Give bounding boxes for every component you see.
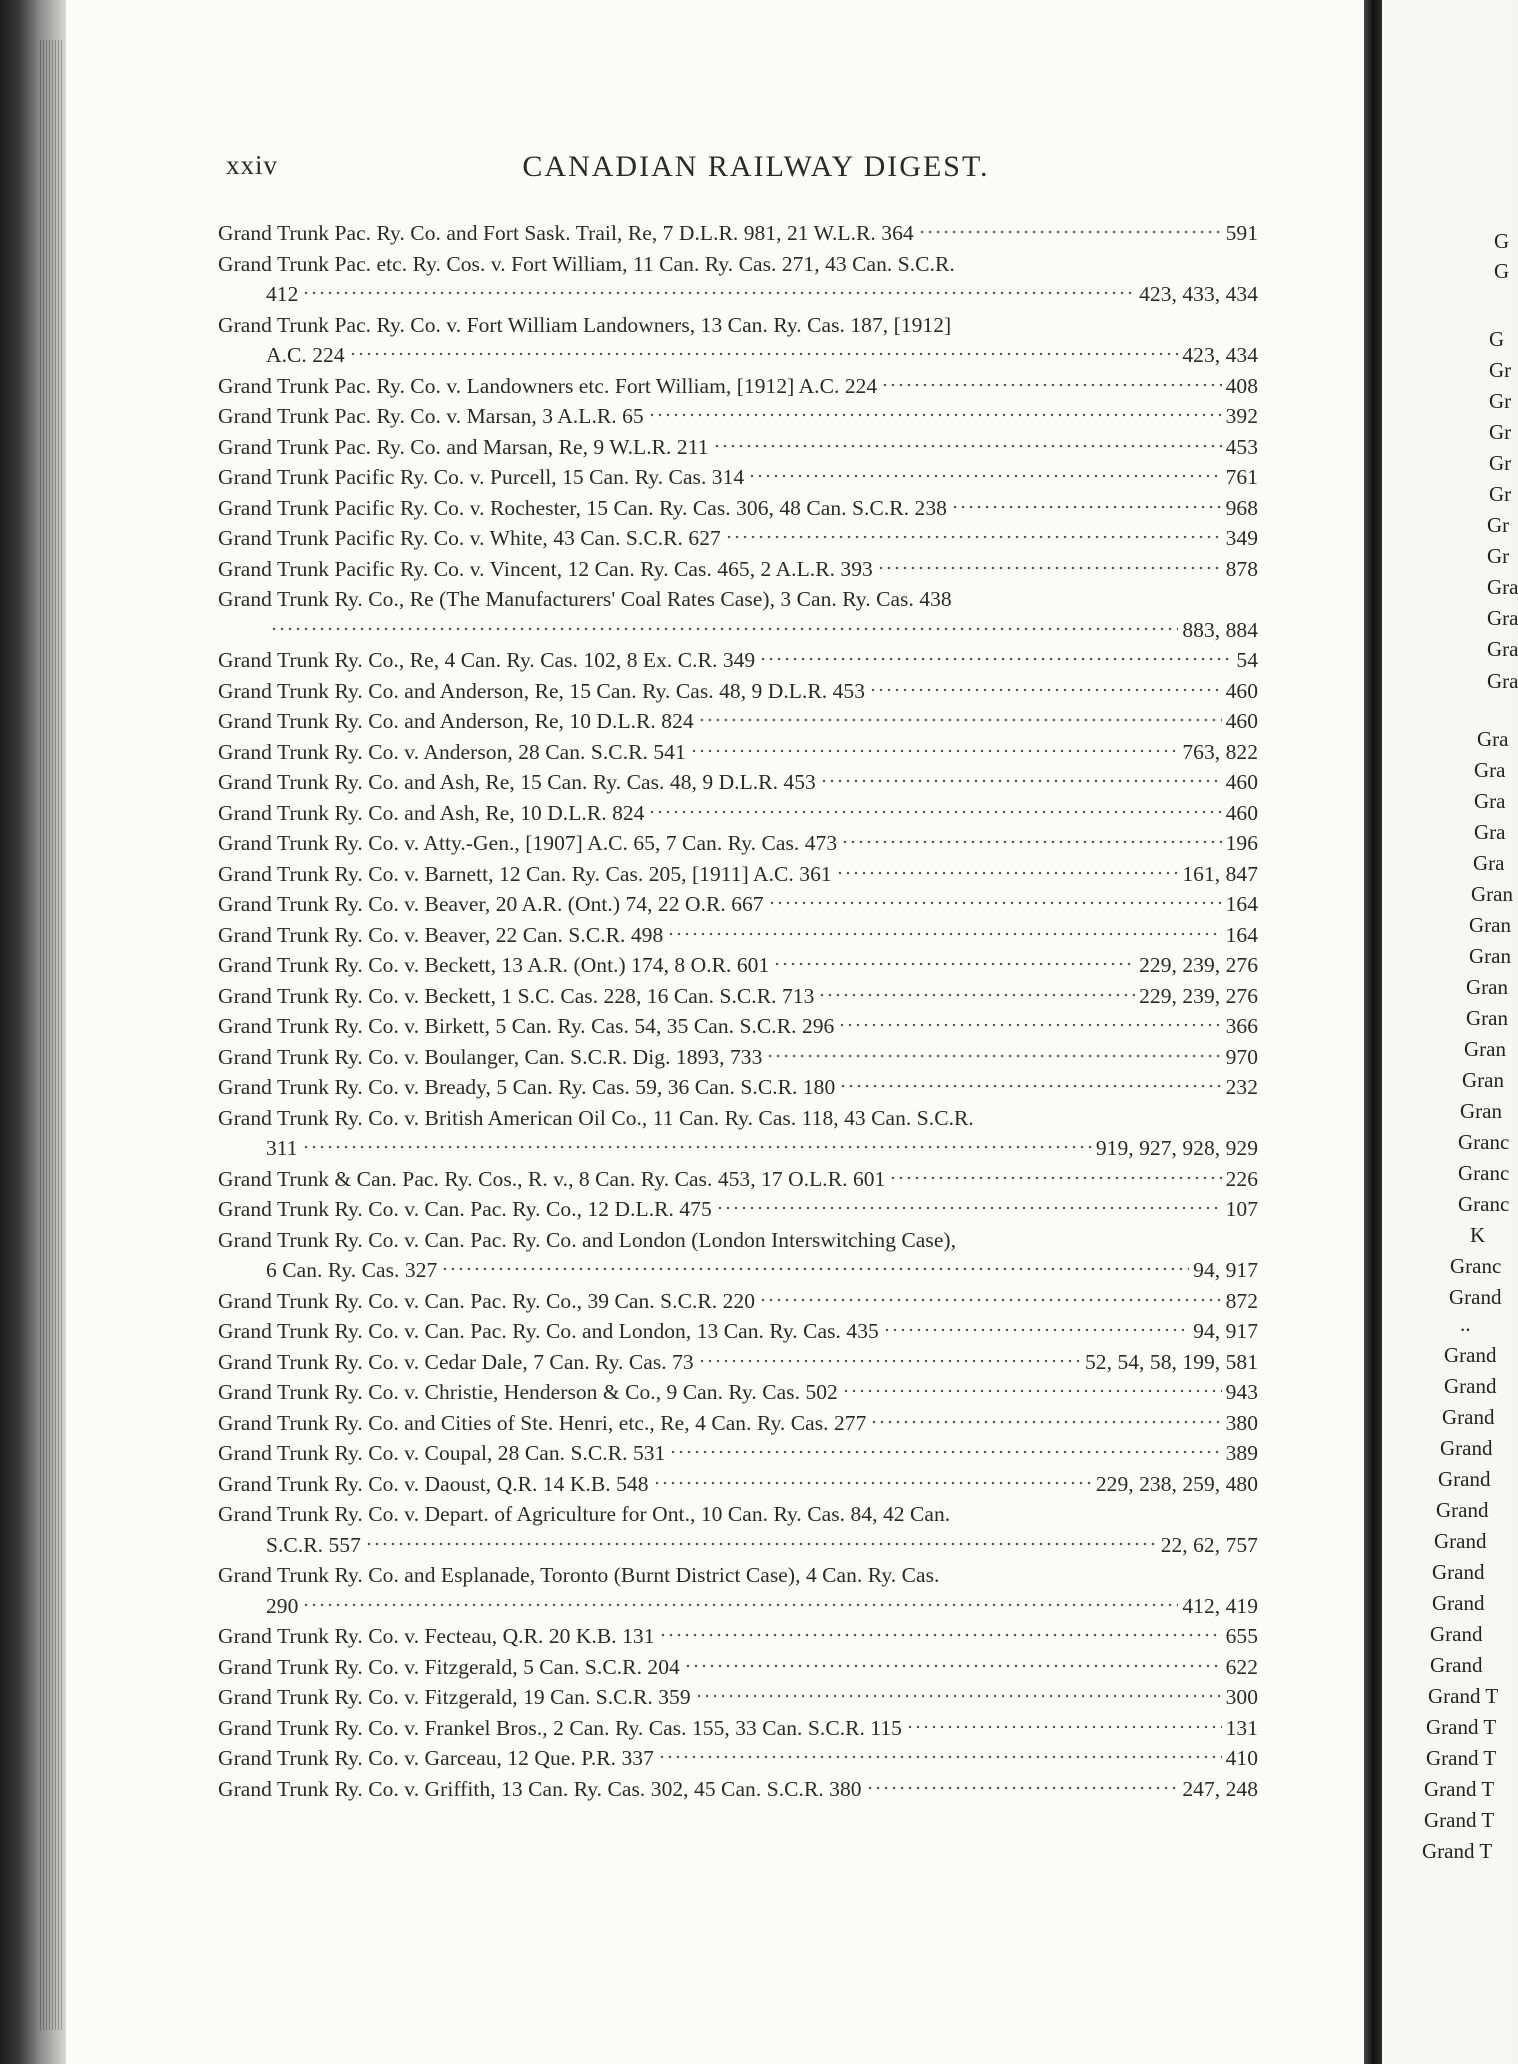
index-entry <box>218 1743 1258 1774</box>
leader-dots <box>838 1022 1221 1028</box>
entry-page-refs: 232 <box>1225 1075 1258 1099</box>
facing-page-fragment: Grand <box>1430 1622 1483 1646</box>
facing-page-fragment: Grand <box>1430 1653 1483 1677</box>
entry-citation: Grand Trunk Pac. Ry. Co. v. Marsan, 3 A.L.R. 65 <box>218 404 644 428</box>
entry-citation: Grand Trunk Ry. Co. v. Fitzgerald, 19 Can. S.C.R. 359 <box>218 1685 691 1709</box>
facing-page-fragment: G <box>1494 229 1510 253</box>
index-entry <box>218 1469 1258 1500</box>
entry-page-refs: 107 <box>1225 1197 1258 1221</box>
facing-page-fragment: Gran <box>1466 975 1508 999</box>
entry-page-refs: 878 <box>1225 556 1258 581</box>
index-entry <box>218 1621 1258 1652</box>
index-entry <box>218 584 1258 645</box>
case-index-list <box>218 218 1258 1804</box>
facing-page-fragment: Granc <box>1458 1192 1510 1216</box>
facing-page <box>1382 0 1518 2064</box>
leader-dots <box>365 1541 1157 1547</box>
facing-page-fragment: Gra <box>1487 637 1518 661</box>
entry-page-refs: 872 <box>1225 1288 1258 1313</box>
entry-citation: Grand Trunk Ry. Co. and Ash, Re, 10 D.L.R. 824 <box>218 800 645 825</box>
leader-dots <box>441 1266 1189 1272</box>
entry-citation: Grand Trunk Ry. Co. v. Birkett, 5 Can. Ry. Cas. 54, 35 Can. S.C.R. 296 <box>218 1014 835 1038</box>
facing-page-fragment: Gran <box>1460 1099 1502 1123</box>
facing-page-fragment: Grand T <box>1428 1684 1499 1708</box>
facing-page-fragment: Gra <box>1477 727 1509 751</box>
leader-dots <box>889 1175 1221 1181</box>
entry-page-refs: 392 <box>1225 404 1258 428</box>
index-entry <box>218 554 1258 585</box>
leader-dots <box>870 1419 1221 1425</box>
index-entry <box>218 1011 1258 1042</box>
running-head: CANADIAN RAILWAY DIGEST. <box>522 150 990 183</box>
index-entry <box>218 889 1258 920</box>
index-entry <box>218 1499 1258 1560</box>
index-entry <box>218 1072 1258 1103</box>
leader-dots <box>883 1327 1189 1333</box>
entry-citation: Grand Trunk Ry. Co. v. Atty.-Gen., [1907] A.C. 65, 7 Can. Ry. Cas. 473 <box>218 831 838 855</box>
entry-citation-continued: 412 <box>266 282 299 306</box>
leader-dots <box>839 1083 1221 1089</box>
index-entry <box>218 920 1258 951</box>
entry-citation: Grand Trunk Ry. Co. v. Can. Pac. Ry. Co., 12 D.L.R. 475 <box>218 1197 712 1221</box>
facing-page-fragment: Gra <box>1474 789 1506 813</box>
leader-dots <box>918 229 1222 235</box>
index-entry <box>218 1194 1258 1225</box>
index-entry <box>218 523 1258 554</box>
entry-page-refs: 943 <box>1225 1380 1258 1404</box>
facing-page-fragment: G <box>1489 327 1505 351</box>
index-entry <box>218 1316 1258 1347</box>
facing-page-fragment: Gra <box>1474 758 1506 782</box>
leader-dots <box>648 412 1222 418</box>
index-entry <box>218 1286 1258 1317</box>
facing-page-fragment: Gran <box>1464 1037 1506 1061</box>
index-entry <box>218 1774 1258 1805</box>
entry-citation: Grand Trunk Ry. Co. and Ash, Re, 15 Can. Ry. Cas. 48, 9 D.L.R. 453 <box>218 770 816 794</box>
facing-page-fragment: Gr <box>1489 451 1512 475</box>
leader-dots <box>877 565 1222 571</box>
entry-page-refs: 196 <box>1225 831 1258 855</box>
entry-citation: Grand Trunk Pac. Ry. Co. and Marsan, Re, 9 W.L.R. 211 <box>218 434 709 459</box>
index-entry <box>218 767 1258 798</box>
facing-page-fragment: Grand <box>1444 1374 1497 1398</box>
facing-page-fragment: Gra <box>1473 851 1505 875</box>
index-entry <box>218 859 1258 890</box>
entry-page-refs: 410 <box>1225 1746 1258 1770</box>
entry-citation: Grand Trunk Ry. Co. v. Can. Pac. Ry. Co., 39 Can. S.C.R. 220 <box>218 1288 756 1313</box>
entry-citation: Grand Trunk Ry. Co. v. Bready, 5 Can. Ry. Cas. 59, 36 Can. S.C.R. 180 <box>218 1075 836 1099</box>
entry-page-refs: 229, 239, 276 <box>1139 953 1258 977</box>
facing-page-fragment: Grand <box>1440 1436 1493 1460</box>
index-entry <box>218 371 1258 402</box>
facing-page-fragment: Gra <box>1487 606 1518 630</box>
entry-citation-continued: A.C. 224 <box>266 343 345 367</box>
index-entry <box>218 645 1258 676</box>
facing-page-fragment: Gran <box>1469 913 1511 937</box>
entry-page-refs: 408 <box>1225 373 1258 398</box>
facing-page-fragment: K <box>1470 1223 1486 1247</box>
entry-page-refs: 412, 419 <box>1182 1593 1258 1618</box>
entry-page-refs: 52, 54, 58, 199, 581 <box>1085 1349 1258 1374</box>
leader-dots <box>302 1602 1178 1608</box>
entry-citation: Grand Trunk Pacific Ry. Co. v. Vincent, 12 Can. Ry. Cas. 465, 2 A.L.R. 393 <box>218 556 873 581</box>
entry-citation: Grand Trunk Ry. Co. v. Beaver, 22 Can. S.C.R. 498 <box>218 922 664 947</box>
entry-page-refs: 423, 434 <box>1182 343 1258 367</box>
entry-page-refs: 423, 433, 434 <box>1139 282 1258 306</box>
leader-dots <box>302 1144 1092 1150</box>
entry-page-refs: 161, 847 <box>1182 861 1258 886</box>
facing-page-fragment: Grand <box>1436 1498 1489 1522</box>
index-entry <box>218 706 1258 737</box>
entry-page-refs: 591 <box>1225 221 1258 245</box>
entry-page-refs: 247, 248 <box>1182 1776 1258 1801</box>
entry-citation: Grand Trunk Ry. Co. v. Cedar Dale, 7 Can. Ry. Cas. 73 <box>218 1349 694 1374</box>
entry-page-refs: 164 <box>1225 892 1258 916</box>
entry-page-refs: 883, 884 <box>1182 617 1258 642</box>
entry-citation: Grand Trunk Ry. Co. v. Daoust, Q.R. 14 K.B. 548 <box>218 1471 649 1496</box>
entry-citation: Grand Trunk Ry. Co. and Anderson, Re, 15 Can. Ry. Cas. 48, 9 D.L.R. 453 <box>218 678 866 703</box>
index-entry <box>218 798 1258 829</box>
facing-page-fragment: Grand <box>1434 1529 1487 1553</box>
leader-dots <box>841 839 1221 845</box>
facing-page-fragment: Grand T <box>1426 1715 1497 1739</box>
entry-page-refs: 763, 822 <box>1182 739 1258 764</box>
entry-page-refs: 366 <box>1225 1014 1258 1038</box>
leader-dots <box>768 900 1222 906</box>
entry-citation: Grand Trunk Ry. Co. v. British American Oil Co., 11 Can. Ry. Cas. 118, 43 Can. S.C.R. <box>218 1105 974 1130</box>
facing-page-fragment: Gra <box>1474 820 1506 844</box>
facing-page-fragment: Gr <box>1489 389 1512 413</box>
page-edge-stack <box>40 40 62 2030</box>
facing-page-fragment: Grand <box>1438 1467 1491 1491</box>
entry-page-refs: 131 <box>1225 1715 1258 1740</box>
facing-page-fragment: Grand T <box>1426 1746 1497 1770</box>
leader-dots <box>667 931 1221 937</box>
leader-dots <box>695 1693 1222 1699</box>
leader-dots <box>302 290 1135 296</box>
entry-citation: Grand Trunk Pacific Ry. Co. v. Rochester, 15 Can. Ry. Cas. 306, 48 Can. S.C.R. 238 <box>218 495 947 520</box>
leader-dots <box>836 870 1179 876</box>
leader-dots <box>349 351 1179 357</box>
leader-dots <box>669 1449 1221 1455</box>
leader-dots <box>906 1724 1222 1730</box>
leader-dots <box>653 1480 1092 1486</box>
index-entry <box>218 1408 1258 1439</box>
facing-page-fragment: Grand <box>1432 1591 1485 1615</box>
leader-dots <box>842 1388 1222 1394</box>
entry-page-refs: 22, 62, 757 <box>1160 1532 1258 1557</box>
leader-dots <box>820 778 1222 784</box>
entry-page-refs: 761 <box>1225 465 1258 489</box>
entry-citation: Grand Trunk Ry. Co. and Esplanade, Toronto (Burnt District Case), 4 Can. Ry. Cas. <box>218 1563 940 1587</box>
leader-dots <box>725 534 1222 540</box>
entry-citation: Grand Trunk Ry. Co. v. Beckett, 13 A.R. (Ont.) 174, 8 O.R. 601 <box>218 953 770 977</box>
entry-page-refs: 389 <box>1225 1441 1258 1465</box>
entry-page-refs: 94, 917 <box>1193 1319 1258 1343</box>
leader-dots <box>818 992 1135 998</box>
leader-dots <box>869 687 1222 693</box>
facing-page-fragment: Grand <box>1449 1285 1502 1309</box>
index-entry <box>218 1164 1258 1195</box>
facing-page-fragment: Gr <box>1487 544 1510 568</box>
entry-page-refs: 164 <box>1225 922 1258 947</box>
entry-page-refs: 349 <box>1225 526 1258 550</box>
facing-page-fragment: Grand T <box>1424 1808 1495 1832</box>
entry-citation: Grand Trunk Pacific Ry. Co. v. Purcell, 15 Can. Ry. Cas. 314 <box>218 465 745 489</box>
index-entry <box>218 493 1258 524</box>
entry-page-refs: 380 <box>1225 1410 1258 1435</box>
index-entry <box>218 1652 1258 1683</box>
leader-dots <box>659 1632 1222 1638</box>
leader-dots <box>881 382 1221 388</box>
entry-page-refs: 229, 239, 276 <box>1139 983 1258 1008</box>
index-entry <box>218 828 1258 859</box>
entry-page-refs: 919, 927, 928, 929 <box>1095 1136 1258 1160</box>
index-entry <box>218 401 1258 432</box>
index-entry <box>218 1347 1258 1378</box>
index-entry <box>218 1377 1258 1408</box>
index-entry <box>218 1438 1258 1469</box>
entry-citation: Grand Trunk Ry. Co. and Anderson, Re, 10 D.L.R. 824 <box>218 709 694 733</box>
facing-page-fragment: Gr <box>1489 482 1512 506</box>
book-gutter <box>1364 0 1382 2064</box>
index-entry <box>218 462 1258 493</box>
entry-citation: Grand Trunk & Can. Pac. Ry. Cos., R. v., 8 Can. Ry. Cas. 453, 17 O.L.R. 601 <box>218 1166 886 1191</box>
facing-page-fragment: Gr <box>1489 358 1512 382</box>
entry-citation: Grand Trunk Ry. Co. v. Frankel Bros., 2 Can. Ry. Cas. 155, 33 Can. S.C.R. 115 <box>218 1715 902 1740</box>
leader-dots <box>690 748 1179 754</box>
entry-citation: Grand Trunk Ry. Co. v. Depart. of Agriculture for Ont., 10 Can. Ry. Cas. 84, 42 Can. <box>218 1502 951 1526</box>
entry-page-refs: 970 <box>1225 1044 1258 1069</box>
facing-page-fragment: Grand <box>1444 1343 1497 1367</box>
index-entry <box>218 310 1258 371</box>
facing-page-fragment: Gran <box>1466 1006 1508 1030</box>
facing-page-fragment: Gran <box>1469 944 1511 968</box>
facing-page-fragment: Granc <box>1458 1161 1510 1185</box>
entry-page-refs: 226 <box>1225 1166 1258 1191</box>
entry-citation: Grand Trunk Ry. Co. v. Barnett, 12 Can. Ry. Cas. 205, [1911] A.C. 361 <box>218 861 832 886</box>
leader-dots <box>759 1297 1222 1303</box>
entry-citation: Grand Trunk Ry. Co. v. Boulanger, Can. S.C.R. Dig. 1893, 733 <box>218 1044 763 1069</box>
entry-page-refs: 460 <box>1225 770 1258 794</box>
leader-dots <box>766 1053 1221 1059</box>
entry-citation: Grand Trunk Ry. Co. v. Fitzgerald, 5 Can. S.C.R. 204 <box>218 1654 680 1679</box>
leader-dots <box>713 443 1222 449</box>
leader-dots <box>658 1754 1222 1760</box>
entry-page-refs: 94, 917 <box>1193 1258 1258 1282</box>
facing-page-fragment: Gra <box>1487 575 1518 599</box>
entry-page-refs: 460 <box>1225 678 1258 703</box>
index-entry <box>218 1103 1258 1164</box>
entry-citation: Grand Trunk Ry. Co. v. Beckett, 1 S.C. Cas. 228, 16 Can. S.C.R. 713 <box>218 983 815 1008</box>
index-entry <box>218 432 1258 463</box>
facing-page-fragment: Gr <box>1489 420 1512 444</box>
page-number: xxiv <box>226 150 279 180</box>
index-entry <box>218 950 1258 981</box>
entry-citation: Grand Trunk Ry. Co., Re (The Manufacturers' Coal Rates Case), 3 Can. Ry. Cas. 438 <box>218 587 952 611</box>
leader-dots <box>270 626 1178 632</box>
facing-page-fragment: Gran <box>1462 1068 1504 1092</box>
leader-dots <box>684 1663 1222 1669</box>
entry-citation: Grand Trunk Pac. etc. Ry. Cos. v. Fort William, 11 Can. Ry. Cas. 271, 43 Can. S.C.R. <box>218 251 955 276</box>
index-entry <box>218 737 1258 768</box>
facing-page-fragment: Grand <box>1442 1405 1495 1429</box>
entry-citation: Grand Trunk Ry. Co. v. Beaver, 20 A.R. (Ont.) 74, 22 O.R. 667 <box>218 892 764 916</box>
facing-page-fragment: Grand <box>1432 1560 1485 1584</box>
index-entry <box>218 981 1258 1012</box>
index-entry <box>218 1042 1258 1073</box>
leader-dots <box>698 1358 1081 1364</box>
facing-page-fragment: Grand T <box>1424 1777 1495 1801</box>
entry-page-refs: 622 <box>1225 1654 1258 1679</box>
entry-citation: Grand Trunk Ry. Co. v. Coupal, 28 Can. S.C.R. 531 <box>218 1441 666 1465</box>
entry-page-refs: 968 <box>1225 495 1258 520</box>
facing-page-fragment: .. <box>1460 1312 1471 1336</box>
entry-citation: Grand Trunk Pac. Ry. Co. v. Fort William Landowners, 13 Can. Ry. Cas. 187, [1912] <box>218 312 952 337</box>
leader-dots <box>773 961 1135 967</box>
entry-citation-continued: S.C.R. 557 <box>266 1532 361 1557</box>
index-entry <box>218 1713 1258 1744</box>
entry-citation: Grand Trunk Ry. Co. v. Griffith, 13 Can. Ry. Cas. 302, 45 Can. S.C.R. 380 <box>218 1776 862 1801</box>
entry-citation: Grand Trunk Pac. Ry. Co. v. Landowners etc. Fort William, [1912] A.C. 224 <box>218 373 878 398</box>
entry-citation: Grand Trunk Ry. Co., Re, 4 Can. Ry. Cas. 102, 8 Ex. C.R. 349 <box>218 648 756 672</box>
entry-page-refs: 655 <box>1225 1624 1258 1648</box>
entry-citation: Grand Trunk Ry. Co. v. Anderson, 28 Can. S.C.R. 541 <box>218 739 686 764</box>
leader-dots <box>759 656 1232 662</box>
entry-citation: Grand Trunk Ry. Co. v. Garceau, 12 Que. P.R. 337 <box>218 1746 654 1770</box>
leader-dots <box>648 809 1221 815</box>
entry-citation: Grand Trunk Pac. Ry. Co. and Fort Sask. Trail, Re, 7 D.L.R. 981, 21 W.L.R. 364 <box>218 221 914 245</box>
index-entry <box>218 1560 1258 1621</box>
entry-page-refs: 300 <box>1225 1685 1258 1709</box>
entry-page-refs: 453 <box>1225 434 1258 459</box>
entry-citation: Grand Trunk Ry. Co. v. Christie, Henderson & Co., 9 Can. Ry. Cas. 502 <box>218 1380 838 1404</box>
leader-dots <box>716 1205 1222 1211</box>
entry-citation-continued: 311 <box>266 1136 298 1160</box>
entry-citation-continued: 6 Can. Ry. Cas. 327 <box>266 1258 438 1282</box>
leader-dots <box>866 1785 1179 1791</box>
entry-page-refs: 460 <box>1225 709 1258 733</box>
facing-page-fragment: Gr <box>1487 513 1510 537</box>
index-entry <box>218 1682 1258 1713</box>
leader-dots <box>698 717 1222 723</box>
entry-page-refs: 54 <box>1236 648 1258 672</box>
facing-page-fragment: Gra <box>1487 669 1518 693</box>
entry-citation: Grand Trunk Ry. Co. v. Fecteau, Q.R. 20 K.B. 131 <box>218 1624 655 1648</box>
entry-citation: Grand Trunk Pacific Ry. Co. v. White, 43 Can. S.C.R. 627 <box>218 526 721 550</box>
facing-page-fragment: Grand T <box>1422 1839 1493 1863</box>
facing-page-fragment: Gran <box>1471 882 1513 906</box>
facing-page-fragment: Granc <box>1458 1130 1510 1154</box>
entry-page-refs: 460 <box>1225 800 1258 825</box>
facing-page-fragment: G <box>1494 259 1510 283</box>
leader-dots <box>951 504 1222 510</box>
entry-citation-continued: 290 <box>266 1593 299 1618</box>
index-entry <box>218 218 1258 249</box>
entry-citation: Grand Trunk Ry. Co. v. Can. Pac. Ry. Co. and London, 13 Can. Ry. Cas. 435 <box>218 1319 879 1343</box>
entry-citation: Grand Trunk Ry. Co. v. Can. Pac. Ry. Co. and London (London Interswitching Case), <box>218 1227 957 1252</box>
facing-page-fragment: Granc <box>1450 1254 1502 1278</box>
index-entry <box>218 1225 1258 1286</box>
index-entry <box>218 676 1258 707</box>
entry-citation: Grand Trunk Ry. Co. and Cities of Ste. Henri, etc., Re, 4 Can. Ry. Cas. 277 <box>218 1410 867 1435</box>
entry-page-refs: 229, 238, 259, 480 <box>1095 1471 1258 1496</box>
index-entry <box>218 249 1258 310</box>
leader-dots <box>748 473 1221 479</box>
